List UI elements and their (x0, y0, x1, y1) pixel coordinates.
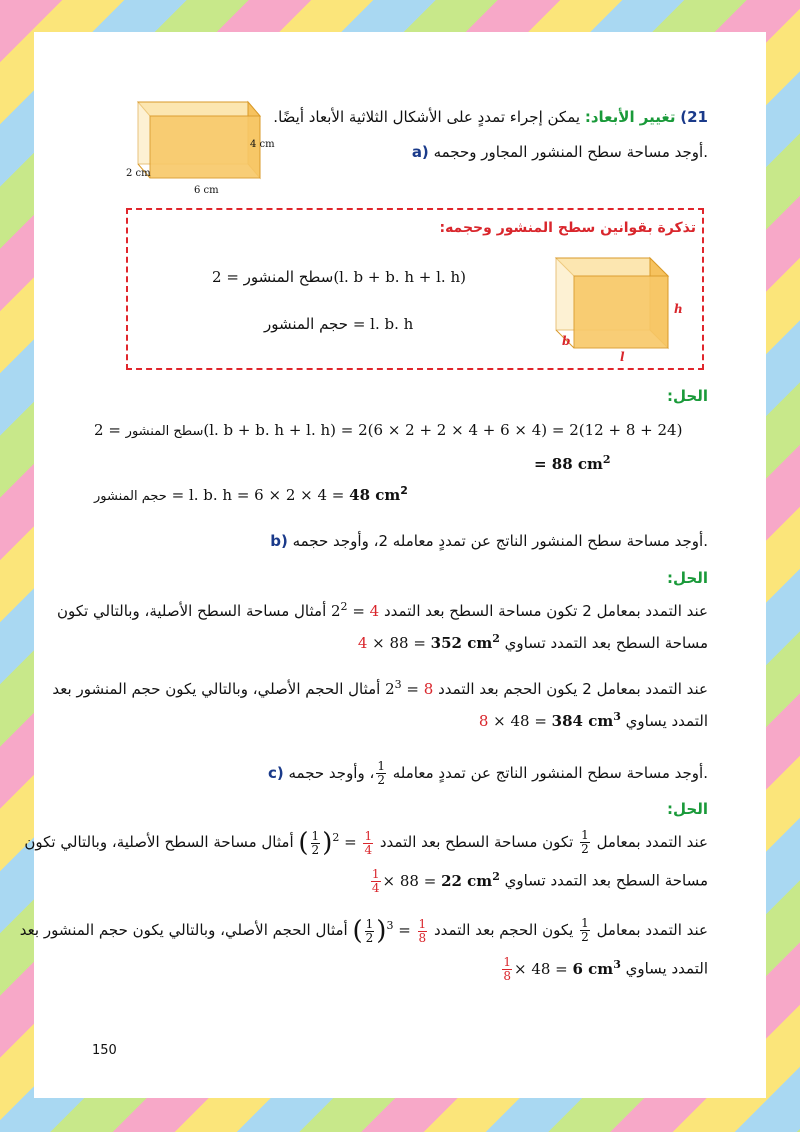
solution-label-c: الحل: (667, 800, 708, 818)
solution-b-line1: عند التمدد بمعامل 2 تكون مساحة السطح بعد التمدد $2^2 = 4$ أمثال مساحة السطح الأصلية، وبالتالي تكون (57, 600, 708, 620)
page-number: 150 (92, 1043, 117, 1058)
prism-h-label: h (674, 302, 683, 316)
prism-width-label: 2 cm (126, 168, 151, 179)
question-a: a) أوجد مساحة سطح المنشور المجاور وحجمه. (411, 143, 708, 161)
question-c: c) أوجد مساحة سطح المنشور الناتج عن تمددٍ معامله $\frac{1}{2}$ ، وأوجد حجمه. (267, 759, 708, 787)
solution-c-line2: مساحة السطح بعد التمدد تساوي $\frac{1}{4}$ × 88 = 22 $cm^2$ (371, 867, 708, 895)
solution-a-surface-result: = 88 $cm^2$ (534, 453, 611, 473)
solution-c-line3: عند التمدد بمعامل $\frac{1}{2}$ يكون الحجم بعد التمدد ( $\frac{1}{2}$ )$^3$ = $\frac{1}{8}$ أمثال الحجم الأصلي، وبالتالي يكون حجم المنشور بعد (19, 916, 708, 946)
surface-formula: سطح المنشور = 2(l. b + b. h + l. h) (212, 268, 466, 286)
question-b: b) أوجد مساحة سطح المنشور الناتج عن تمددٍ معامله 2، وأوجد حجمه. (270, 532, 708, 550)
prism-b-label: b (562, 334, 571, 348)
solution-b-line2: مساحة السطح بعد التمدد تساوي 4 × 88 = 352 $cm^2$ (357, 632, 708, 652)
volume-formula: حجم المنشور = l. b. h (264, 315, 414, 333)
reminder-title: تذكرة بقوانين سطح المنشور وحجمه: (439, 220, 696, 236)
question-number: 21) (680, 108, 708, 126)
solution-c-line4: التمدد يساوي $\frac{1}{8}$ × 48 = 6 $cm^3$ (503, 955, 708, 983)
solution-label-a: الحل: (667, 387, 708, 405)
prism-diagram-2 (552, 252, 682, 360)
solution-label-b: الحل: (667, 569, 708, 587)
prism-l-label: l (620, 350, 625, 364)
prism-length-label: 6 cm (194, 185, 219, 196)
question-title: تغيير الأبعاد: (584, 108, 676, 126)
question-21 (238, 108, 708, 126)
solution-a-surface: سطح المنشور = 2(l. b + b. h + l. h) = 2(6 × 2 + 2 × 4 + 6 × 4) = 2(12 + 8 + 24) (94, 421, 683, 439)
prism-height-label: 4 cm (250, 139, 275, 150)
solution-a-volume: حجم المنشور = l. b. h = 6 × 2 × 4 = 48 $cm^2$ (94, 484, 408, 504)
solution-c-line1: عند التمدد بمعامل $\frac{1}{2}$ تكون مساحة السطح بعد التمدد ( $\frac{1}{2}$ )$^2$ = $\frac{1}{4}$ أمثال مساحة السطح الأصلية، وبالتالي تكون (24, 828, 708, 858)
solution-b-line4: التمدد يساوي 8 × 48 = 384 $cm^3$ (478, 710, 708, 730)
page (19, 32, 766, 1098)
question-text: يمكن إجراء تمددٍ على الأشكال الثلاثية الأبعاد أيضًا. (273, 108, 581, 126)
solution-b-line3: عند التمدد بمعامل 2 يكون الحجم بعد التمدد $2^3 = 8$ أمثال الحجم الأصلي، وبالتالي يكون حجم المنشور بعد (52, 678, 708, 698)
